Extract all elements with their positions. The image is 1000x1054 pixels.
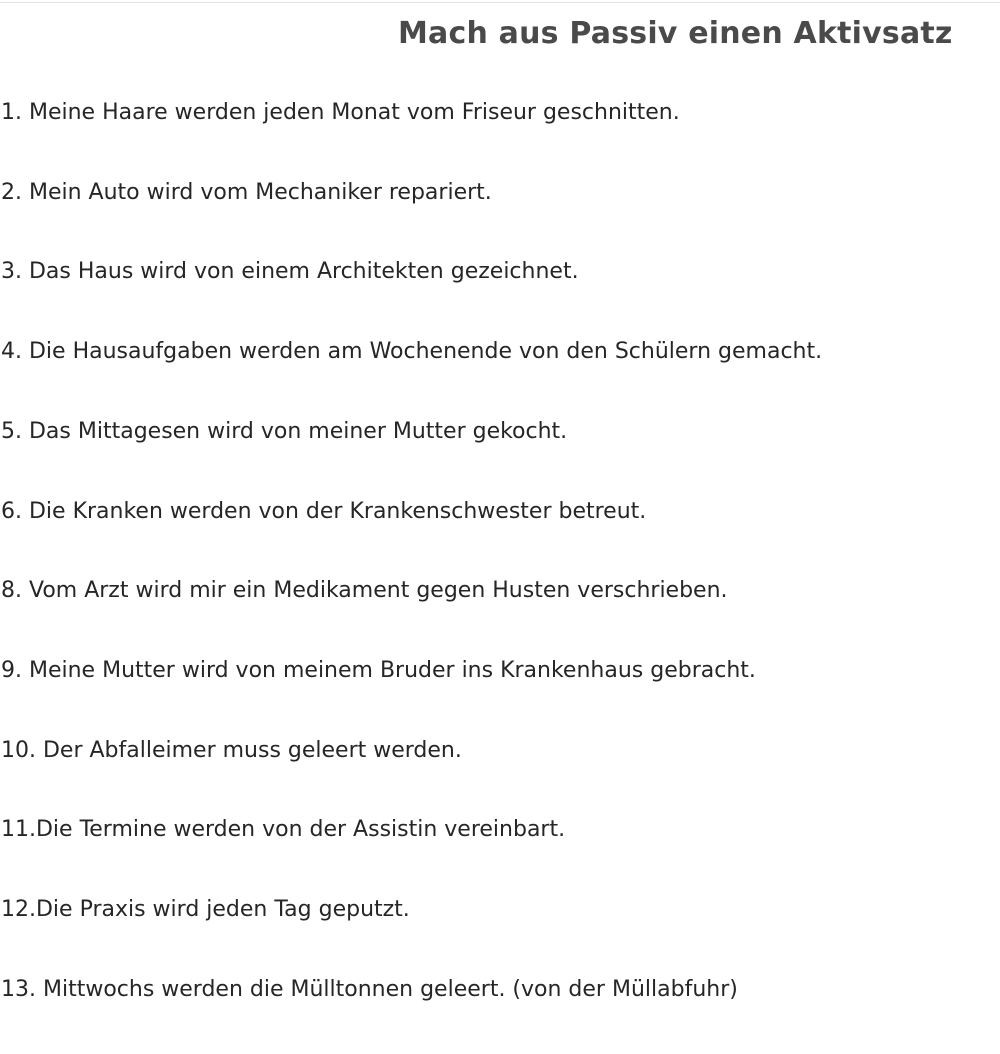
- sentence-item-1: 1. Meine Haare werden jeden Monat vom Friseur geschnitten.: [1, 100, 680, 125]
- sentence-item-10: 10. Der Abfalleimer muss geleert werden.: [1, 738, 462, 763]
- sentence-item-13: 13. Mittwochs werden die Mülltonnen geleert. (von der Müllabfuhr): [1, 977, 738, 1002]
- sentence-item-11: 11.Die Termine werden von der Assistin vereinbart.: [1, 817, 566, 842]
- sentence-item-12: 12.Die Praxis wird jeden Tag geputzt.: [1, 897, 410, 922]
- sentence-item-6: 6. Die Kranken werden von der Krankenschwester betreut.: [1, 499, 647, 524]
- sentence-item-3: 3. Das Haus wird von einem Architekten gezeichnet.: [1, 259, 579, 284]
- page-title: Mach aus Passiv einen Aktivsatz: [398, 16, 953, 51]
- sentence-item-8: 8. Vom Arzt wird mir ein Medikament gegen Husten verschrieben.: [1, 578, 728, 603]
- sentence-item-5: 5. Das Mittagesen wird von meiner Mutter gekocht.: [1, 419, 568, 444]
- sentence-item-4: 4. Die Hausaufgaben werden am Wochenende von den Schülern gemacht.: [1, 339, 823, 364]
- sentence-item-2: 2. Mein Auto wird vom Mechaniker repariert.: [1, 180, 492, 205]
- top-divider: [0, 2, 1000, 3]
- sentence-item-9: 9. Meine Mutter wird von meinem Bruder ins Krankenhaus gebracht.: [1, 658, 756, 683]
